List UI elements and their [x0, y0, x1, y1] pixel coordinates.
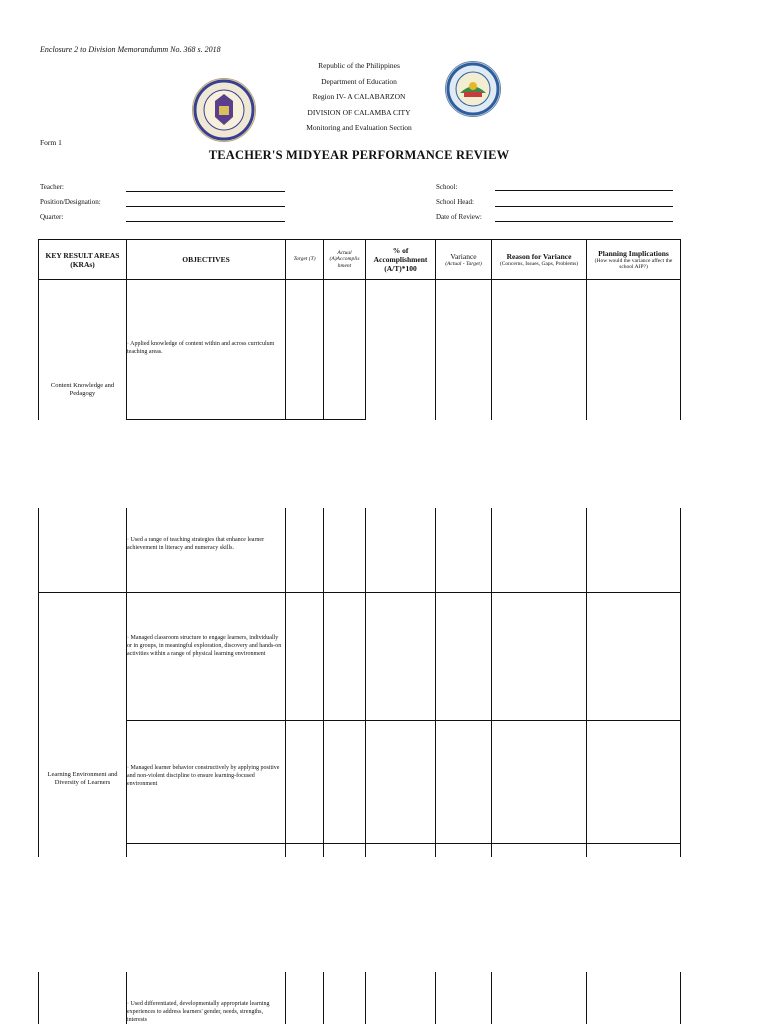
- percent-accomplishment-header: % of Accomplishment (A/T)*100: [373, 246, 428, 273]
- reason-header: [492, 240, 586, 279]
- teacher-label: Teacher:: [40, 183, 64, 191]
- variance-header-sub: (Actual - Target): [445, 261, 482, 267]
- school-label: School:: [436, 183, 458, 191]
- objective-text: · Used differentiated, developmentally appropriate learning experiences to address learners' gender, needs, strengths, interests: [127, 1001, 270, 1023]
- teacher-field[interactable]: [126, 191, 285, 192]
- actual-header: Actual (A)Accomplis hment: [329, 249, 360, 269]
- document-title: TEACHER'S MIDYEAR PERFORMANCE REVIEW: [208, 148, 510, 162]
- form-label: Form 1: [40, 138, 62, 147]
- kra-header: KEY RESULT AREAS (KRAs): [45, 250, 120, 269]
- quarter-field[interactable]: [126, 221, 285, 222]
- planning-header: [587, 240, 680, 279]
- objectives-header: OBJECTIVES: [182, 255, 230, 264]
- header-line-division: DIVISION OF CALAMBA CITY: [307, 107, 411, 117]
- objective-text: · Managed classroom structure to engage learners, individually or in groups, in meaningful exploration, discovery and hands-on activities within a range of physical learning environment: [127, 635, 282, 657]
- objective-text: · Applied knowledge of content within and across curriculum teaching areas.: [127, 341, 275, 355]
- header-line-republic: Republic of the Philippines: [318, 61, 400, 70]
- school-head-field[interactable]: [495, 206, 673, 207]
- reason-header-sub: (Concerns, Issues, Gaps, Problems): [499, 260, 579, 267]
- planning-header-sub: (How would the variance affect the school AIP?): [594, 257, 673, 270]
- header-line-section: Monitoring and Evaluation Section: [306, 123, 412, 133]
- school-field[interactable]: [495, 190, 673, 191]
- school-head-label: School Head:: [436, 198, 474, 206]
- date-review-field[interactable]: [495, 221, 673, 222]
- deped-seal-logo: [192, 78, 256, 142]
- planning-header-label: Planning Implications: [598, 248, 669, 258]
- quarter-label: Quarter:: [40, 213, 64, 221]
- kra-content-knowledge: Content Knowledge and Pedagogy: [50, 382, 115, 397]
- objective-text: · Managed learner behavior constructively by applying positive and non-violent discipline to ensure learning-focused environment: [127, 765, 280, 787]
- header-line-department: Department of Education: [321, 76, 397, 86]
- reason-header-label: Reason for Variance: [506, 251, 572, 261]
- variance-header: [436, 240, 491, 279]
- target-header: Target (T): [293, 256, 316, 263]
- objective-text: · Used a range of teaching strategies that enhance learner achievement in literacy and numeracy skills.: [127, 537, 265, 551]
- position-label: Position/Designation:: [40, 198, 101, 206]
- date-review-label: Date of Review:: [436, 213, 482, 221]
- agency-header: [259, 58, 459, 136]
- enclosure-note: Enclosure 2 to Division Memorandumm No. 368 s. 2018: [40, 45, 221, 54]
- position-field[interactable]: [126, 206, 285, 207]
- kra-learning-environment: Learning Environment and Diversity of Learners: [47, 771, 118, 786]
- header-line-region: Region IV- A CALABARZON: [312, 92, 406, 102]
- variance-header-label: Variance: [450, 252, 477, 261]
